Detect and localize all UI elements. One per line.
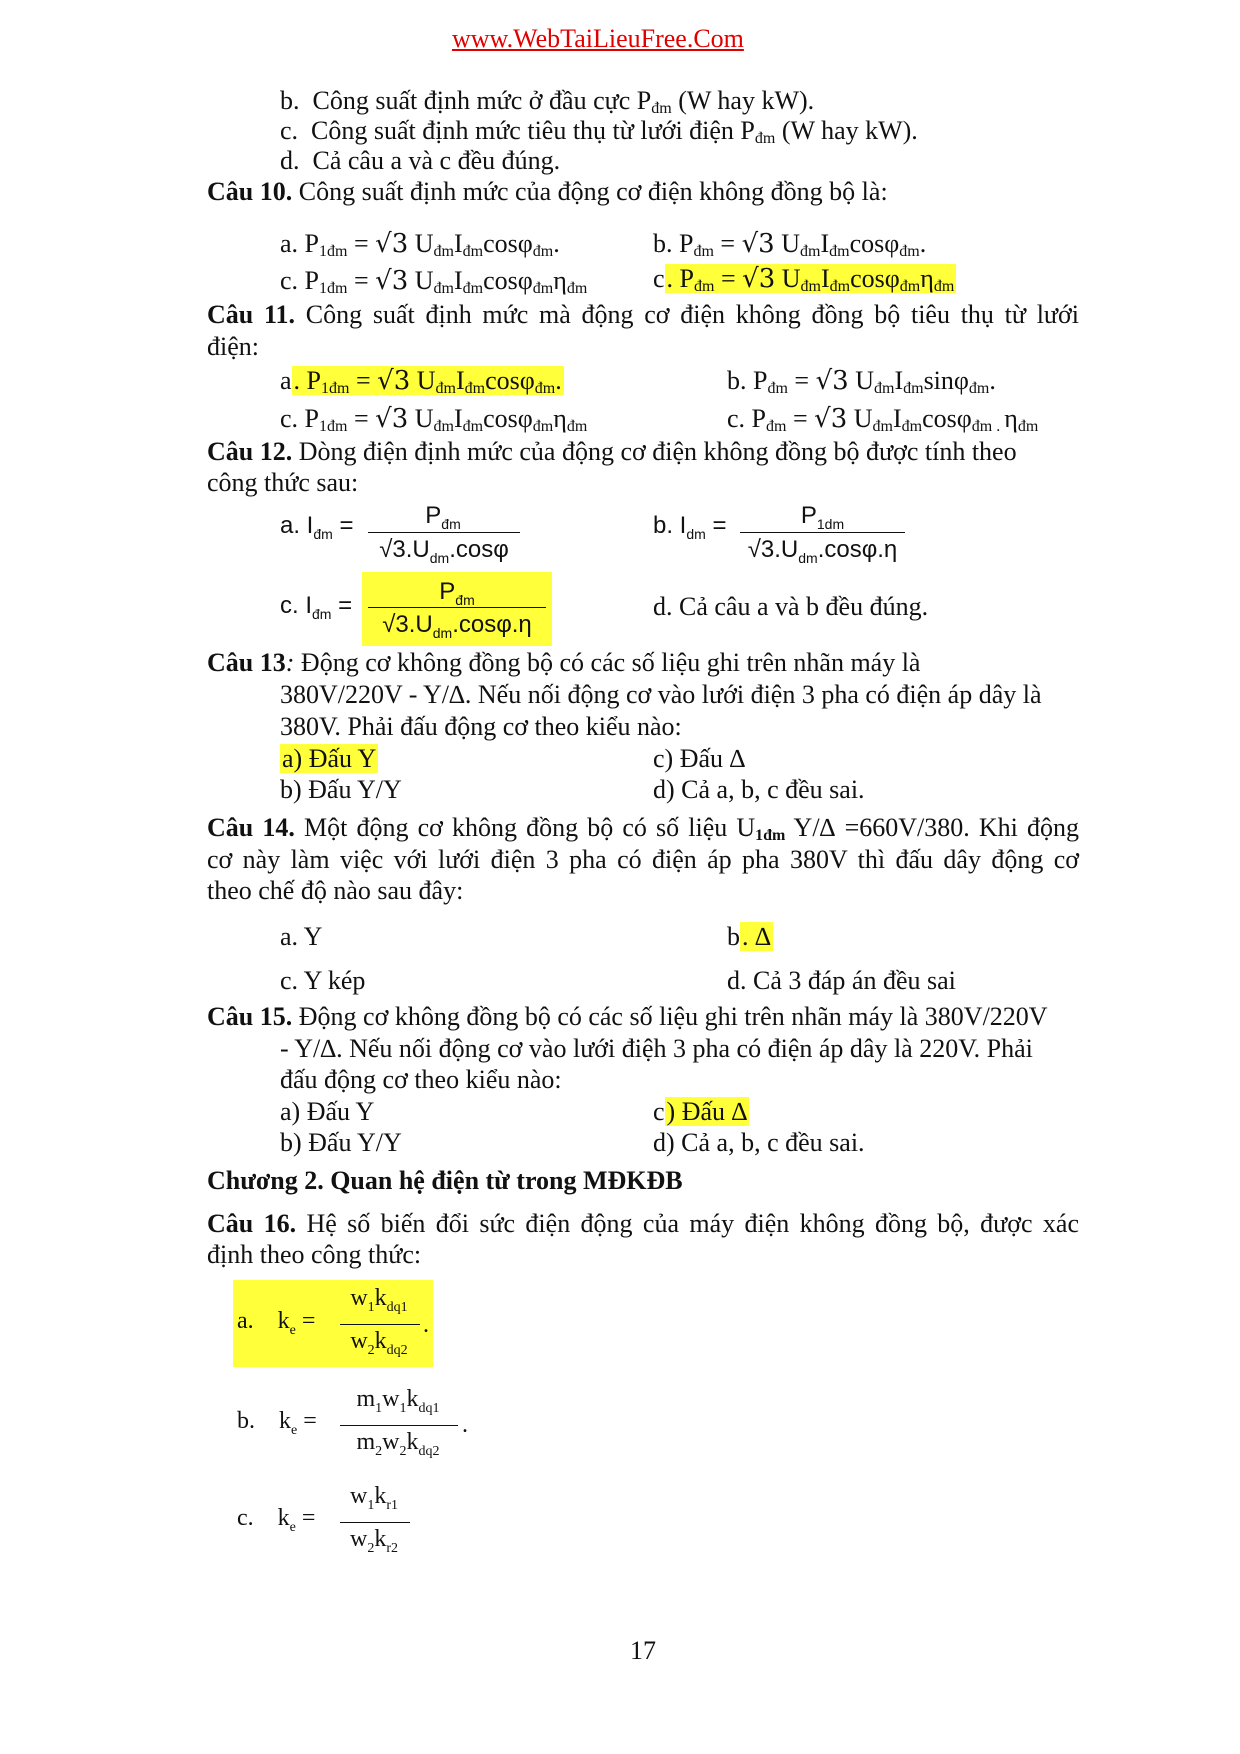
top-item-b	[280, 86, 814, 118]
question-10	[207, 177, 888, 207]
q14-option-c: c. Y kép	[280, 966, 366, 995]
option-label: c	[653, 1097, 665, 1126]
page-number: 17	[630, 1636, 656, 1665]
q13-option-d: d) Cả a, b, c đều sai.	[653, 775, 865, 804]
q11-option-d: c. $P_{đm} = √3$ $U_{đm}I_{đm}\cos\varphi_{đm .}$ $\eta_{đm}$	[727, 404, 1039, 435]
q16-formula-a-denominator: $w_2k_{dq2}$	[350, 1328, 408, 1358]
q12-formula-a-numerator: $P_{đm}$	[425, 502, 461, 532]
question-number: Câu 16.	[207, 1209, 297, 1238]
item-text: Cả câu a và c đều đúng.	[312, 146, 561, 175]
question-11-line2: điện:	[207, 332, 259, 361]
q16-formula-c-denominator: $w_2k_{r2}$	[349, 1526, 398, 1556]
question-11	[207, 300, 1079, 330]
question-14-line2: cơ này làm việc với lưới điện 3 pha có điện áp pha 380V thì đấu dây động cơ	[207, 845, 1079, 874]
question-14	[207, 813, 1079, 845]
q12-formula-c-bar	[368, 607, 546, 608]
q11-option-b: b. $P_{đm} = √3$ $U_{đm}I_{đm}\sin\varphi_{đm}$.	[727, 366, 996, 397]
question-sub: 1đm	[755, 827, 786, 844]
question-text: Động cơ không đồng bộ có các số liệu ghi trên nhãn máy là 380V/220V	[292, 1002, 1048, 1031]
q15-option-b: b) Đấu Y/Y	[280, 1128, 402, 1157]
question-number: Câu 10.	[207, 177, 293, 206]
question-number: Câu 15.	[207, 1002, 293, 1031]
q10-option-d-highlighted: c. $P_{đm} = √3$ $U_{đm}I_{đm}\cos\varphi_{đm}\eta_{đm}$	[653, 264, 955, 295]
q13-option-b: b) Đấu Y/Y	[280, 775, 402, 804]
q12-formula-c-numerator: $P_{đm}$	[439, 578, 475, 608]
colon: :	[285, 648, 295, 677]
item-text: Công suất định mức ở đầu cực P	[312, 86, 652, 115]
q15-option-c-highlighted	[653, 1097, 749, 1127]
question-12-line2: công thức sau:	[207, 468, 359, 497]
q10-option-c: c. $P_{1đm} = √3$ $U_{đm}I_{đm}\cos\varphi_{đm}\eta_{đm}$	[280, 266, 588, 297]
question-13-line2: 380V/220V - Y/∆. Nếu nối động cơ vào lưới điện 3 pha có điện áp dây là	[280, 680, 1042, 709]
question-text: Công suất định mức mà động cơ điện không đồng bộ tiêu thụ từ lưới	[295, 300, 1079, 329]
option-text: . ∆	[742, 922, 771, 951]
question-text: Dòng điện định mức của động cơ điện không đồng bộ được tính theo	[292, 437, 1017, 466]
q14-option-b-highlighted	[727, 922, 773, 952]
q16-formula-a: a. $k_e$ =	[237, 1308, 316, 1338]
q14-option-a: a. Y	[280, 922, 323, 951]
q13-option-c: c) Đấu ∆	[653, 744, 746, 773]
question-text: Động cơ không đồng bộ có các số liệu ghi trên nhãn máy là	[294, 648, 921, 677]
option-text: ) Đấu ∆	[666, 1097, 748, 1126]
question-text-tail: Y/∆ =660V/380. Khi động	[785, 813, 1079, 842]
item-label: d.	[280, 146, 300, 175]
q16-formula-a-numerator: $w_1k_{dq1}$	[350, 1285, 408, 1315]
q10-option-b: b. $P_{đm} = √3$ $U_{đm}I_{đm}\cos\varphi_{đm}$.	[653, 229, 927, 260]
q11-option-a-highlighted: a. $P_{1đm} = √3$ $U_{đm}I_{đm}\cos\varphi_{đm}$.	[280, 366, 562, 397]
q12-formula-b-numerator: $P_{1dm}$	[800, 502, 845, 532]
q16-formula-c-numerator: $w_1k_{r1}$	[349, 1483, 398, 1513]
q14-option-d: d. Cả 3 đáp án đều sai	[727, 966, 956, 995]
q12-formula-c-denominator: $√3.U_{dm}.\cos\varphi.\eta$	[382, 611, 532, 641]
q12-formula-a: a. $I_{đm}$ =	[280, 512, 354, 542]
item-tail: (W hay kW).	[775, 116, 918, 145]
q10-option-a: a. $P_{1đm} = √3$ $U_{đm}I_{đm}\cos\varphi_{đm}$.	[280, 229, 560, 260]
question-text: Một động cơ không đồng bộ có số liệu U	[294, 813, 756, 842]
q16-formula-b-denominator: $m_2w_2k_{dq2}$	[356, 1429, 440, 1459]
q16-formula-a-bar	[340, 1324, 420, 1325]
q12-formula-b-bar	[740, 532, 905, 533]
question-13	[207, 648, 920, 678]
question-number: Câu 13	[207, 648, 286, 677]
question-number: Câu 14.	[207, 813, 295, 842]
q12-option-d: d. Cả câu a và b đều đúng.	[653, 592, 929, 621]
header-link[interactable]: www.WebTaiLieuFree.Com	[452, 24, 744, 53]
q11-option-c: c. $P_{1đm} = √3$ $U_{đm}I_{đm}\cos\varphi_{đm}\eta_{đm}$	[280, 404, 588, 435]
top-item-d	[280, 146, 560, 176]
question-text: Hệ số biến đổi sức điện động của máy điện không đồng bộ, được xác	[296, 1209, 1079, 1238]
q16-formula-c-bar	[340, 1522, 410, 1523]
q16-formula-a-period: .	[423, 1312, 429, 1338]
q16-formula-b-period: .	[462, 1412, 468, 1438]
question-15-line3: đấu động cơ theo kiểu nào:	[280, 1065, 562, 1094]
q12-formula-a-denominator: $√3.U_{dm}.\cos\varphi$	[379, 536, 509, 566]
question-13-line3: 380V. Phải đấu động cơ theo kiểu nào:	[280, 712, 682, 741]
question-15-line2: - Y/∆. Nếu nối động cơ vào lưới điệh 3 pha có điện áp dây là 220V. Phải	[280, 1034, 1033, 1063]
question-14-line3: theo chế độ nào sau đây:	[207, 876, 464, 905]
question-number: Câu 11.	[207, 300, 296, 329]
question-15	[207, 1002, 1048, 1032]
q12-formula-b: b. $I_{dm}$ =	[653, 512, 727, 542]
top-item-c	[280, 116, 918, 148]
item-text: Công suất định mức tiêu thụ từ lưới điện P	[311, 116, 755, 145]
item-tail: (W hay kW).	[671, 86, 815, 115]
item-label: c.	[280, 116, 299, 145]
q12-formula-b-denominator: $√3.U_{dm}.\cos\varphi.\eta$	[747, 536, 898, 566]
option-label: b	[727, 922, 740, 951]
q16-formula-c: c. $k_e$ =	[237, 1505, 316, 1535]
option-text: a) Đấu Y	[282, 744, 377, 773]
q13-option-a-highlighted	[280, 744, 378, 774]
q16-formula-b-bar	[340, 1425, 458, 1426]
q12-formula-c: c. $I_{đm}$ =	[280, 592, 353, 622]
q16-formula-b: b. $k_e$ =	[237, 1408, 317, 1438]
chapter-heading: Chương 2. Quan hệ điện từ trong MĐKĐB	[207, 1166, 683, 1195]
item-label: b.	[280, 86, 300, 115]
question-16-line2: định theo công thức:	[207, 1240, 422, 1269]
item-sub: đm	[651, 100, 672, 117]
q15-option-d: d) Cả a, b, c đều sai.	[653, 1128, 865, 1157]
question-number: Câu 12.	[207, 437, 293, 466]
q16-formula-b-numerator: $m_1w_1k_{dq1}$	[356, 1386, 440, 1416]
question-text: Công suất định mức của động cơ điện không đồng bộ là:	[292, 177, 888, 206]
question-12	[207, 437, 1017, 467]
item-sub: đm	[754, 130, 776, 147]
q15-option-a: a) Đấu Y	[280, 1097, 375, 1126]
question-16	[207, 1209, 1079, 1239]
q12-formula-a-bar	[368, 532, 520, 533]
